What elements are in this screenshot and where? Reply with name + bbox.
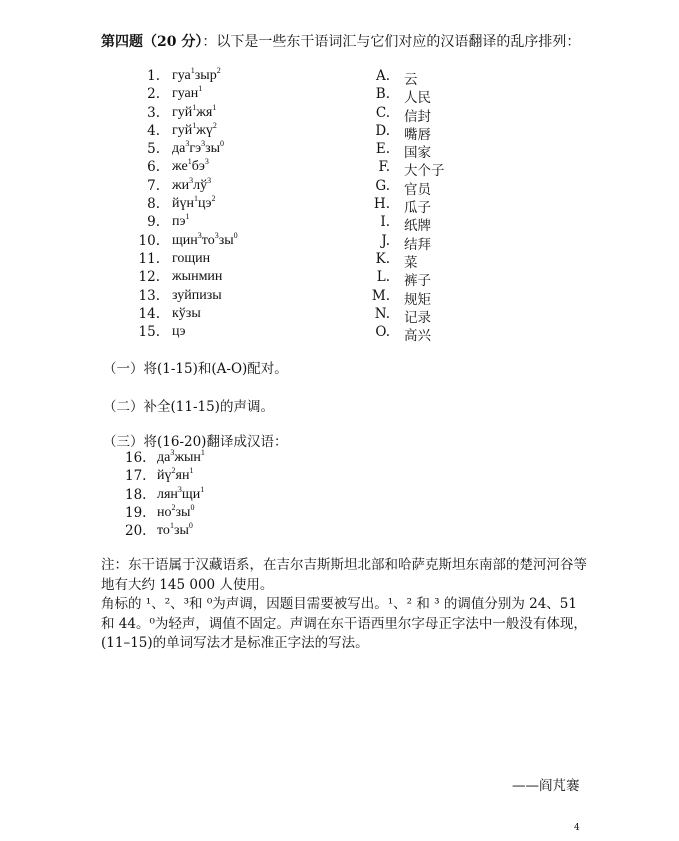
tone-mark: 3 — [189, 175, 194, 185]
dungan-word — [172, 269, 222, 285]
author-signature: ——阎芃褰 — [512, 778, 580, 794]
word-row — [0, 102, 679, 125]
option-letter: C. — [375, 104, 390, 121]
word-syllable: зыр — [194, 68, 217, 83]
word-number: 8. — [147, 196, 160, 213]
word-syllable: зы — [218, 232, 234, 248]
tone-mark: 3 — [204, 157, 209, 167]
chinese-translation: 人民 — [404, 90, 431, 107]
word-syllable: зы — [175, 504, 191, 520]
dungan-phrase — [157, 502, 195, 521]
dungan-word — [172, 324, 186, 340]
word-syllable: то — [157, 523, 170, 539]
tone-mark: 1 — [185, 212, 190, 222]
dungan-word — [172, 102, 217, 121]
word-syllable: цэ — [172, 324, 186, 340]
chinese-translation: 记录 — [404, 309, 431, 326]
word-row — [0, 251, 679, 269]
chinese-translation: 嘴唇 — [404, 126, 431, 143]
word-row — [0, 269, 679, 290]
translate-number: 17. — [125, 468, 147, 485]
translate-number: 18. — [125, 486, 147, 503]
question-2: （二）补全(11-15)的声调。 — [103, 399, 274, 415]
dungan-word — [172, 251, 210, 267]
tone-mark: 2 — [216, 66, 221, 75]
word-number: 7. — [147, 177, 160, 194]
word-list — [0, 66, 679, 345]
tone-mark: 1 — [193, 194, 198, 204]
chinese-translation: 高兴 — [404, 328, 431, 345]
tone-mark: 1 — [189, 466, 194, 476]
chinese-translation: 纸牌 — [404, 218, 431, 235]
note — [101, 556, 591, 654]
problem-title-bold: 第四题（20 分） — [101, 34, 203, 50]
tone-mark: 1 — [169, 521, 174, 531]
word-number: 14. — [138, 305, 160, 322]
option-letter: G. — [375, 177, 390, 194]
option-letter: L. — [376, 269, 390, 286]
word-syllable: то — [201, 232, 215, 248]
tone-mark: 3 — [170, 448, 175, 457]
tone-mark: 2 — [171, 502, 176, 512]
note-paragraph-2: 角标的 ¹、²、³和 ⁰为声调，因题目需要被写出。¹、² 和 ³ 的调值分别为 24、51 和 44。⁰为轻声，调值不固定。声调在东干语西里尔字母正字法中一般没有体现，(11–15)的单词写法才是标准正字法的写法。 — [101, 596, 587, 651]
tone-mark: 1 — [187, 157, 192, 167]
word-syllable: жын — [174, 450, 201, 465]
translate-number: 16. — [125, 450, 147, 466]
dungan-word — [172, 159, 209, 175]
tone-mark: 2 — [171, 466, 176, 476]
word-syllable: жи — [172, 177, 190, 193]
word-row — [0, 306, 679, 324]
tone-mark: 3 — [177, 484, 182, 494]
word-syllable: ян — [175, 468, 190, 484]
question-3: （三）将(16-20)翻译成汉语： — [103, 434, 288, 450]
translate-row — [0, 450, 679, 468]
dungan-phrase — [157, 450, 205, 466]
word-number: 15. — [138, 324, 160, 341]
word-syllable: жынмин — [172, 269, 223, 285]
word-syllable: кўзы — [172, 305, 201, 321]
word-syllable: гуй — [172, 122, 193, 138]
chinese-translation: 大个子 — [404, 163, 445, 180]
translate-number: 20. — [125, 523, 147, 540]
option-letter: M. — [371, 287, 390, 304]
dungan-word — [172, 120, 217, 139]
chinese-translation: 规矩 — [404, 291, 431, 308]
word-syllable: лян — [157, 486, 178, 502]
chinese-translation: 信封 — [404, 108, 431, 125]
dungan-phrase — [157, 468, 193, 484]
tone-mark: 3 — [185, 139, 190, 149]
word-syllable: гуан — [172, 86, 199, 102]
option-letter: H. — [373, 196, 390, 213]
word-syllable: лў — [193, 177, 208, 193]
word-syllable: жя — [196, 104, 213, 120]
dungan-word — [172, 68, 221, 84]
tone-mark: 2 — [211, 194, 216, 204]
dungan-phrase — [157, 523, 193, 539]
tone-mark: 0 — [188, 521, 193, 531]
chinese-translation: 菜 — [404, 254, 418, 271]
problem-title-text: ：以下是一些东干语词汇与它们对应的汉语翻译的乱序排列： — [202, 34, 581, 50]
word-syllable: йүн — [172, 196, 194, 212]
problem-title — [101, 31, 580, 51]
word-row — [0, 139, 679, 162]
word-row — [0, 68, 679, 86]
dungan-word — [172, 230, 238, 249]
option-letter: B. — [375, 86, 390, 103]
option-letter: K. — [375, 250, 390, 267]
word-row — [0, 120, 679, 143]
word-number: 9. — [147, 214, 160, 231]
note-paragraph-1: 注：东干语属于汉藏语系，在吉尔吉斯斯坦北部和哈萨克斯坦东南部的楚河河谷等地有大约 145 000 人使用。 — [101, 557, 587, 593]
word-number: 6. — [147, 159, 160, 176]
tone-mark: 0 — [220, 139, 225, 149]
page-number: 4 — [574, 823, 580, 833]
tone-mark: 1 — [192, 120, 197, 130]
word-number: 1. — [147, 68, 160, 84]
option-letter: F. — [378, 159, 390, 176]
word-syllable: зы — [205, 141, 221, 157]
tone-mark: 3 — [197, 230, 202, 240]
tone-mark: 3 — [207, 175, 212, 185]
translate-row — [0, 502, 679, 523]
word-row — [0, 194, 679, 217]
dungan-word — [172, 196, 216, 212]
word-number: 13. — [138, 287, 160, 304]
option-letter: O. — [375, 324, 390, 341]
translate-row — [0, 523, 679, 541]
question-1: （一）将(1-15)和(A-O)配对。 — [103, 361, 288, 377]
word-number: 4. — [147, 122, 160, 139]
word-syllable: зуйпизы — [172, 287, 222, 303]
dungan-word — [172, 141, 224, 157]
word-syllable: йү — [157, 468, 172, 484]
word-row — [0, 230, 679, 253]
word-syllable: гуа — [172, 68, 191, 83]
chinese-translation: 裤子 — [404, 273, 431, 290]
word-syllable: но — [157, 504, 172, 520]
word-syllable: зы — [173, 523, 189, 539]
word-row — [0, 212, 679, 235]
translate-list — [0, 450, 679, 541]
tone-mark: 1 — [198, 84, 203, 94]
word-syllable: щи — [181, 486, 201, 502]
word-number: 2. — [147, 86, 160, 103]
word-syllable: гэ — [189, 141, 202, 157]
dungan-phrase — [157, 484, 205, 503]
translate-row — [0, 484, 679, 505]
option-letter: E. — [375, 141, 390, 158]
tone-mark: 0 — [190, 502, 195, 512]
word-syllable: цэ — [197, 196, 212, 212]
word-syllable: гуй — [172, 104, 193, 120]
word-syllable: да — [157, 450, 171, 465]
dungan-word — [172, 86, 202, 102]
tone-mark: 3 — [214, 230, 219, 240]
word-syllable: жү — [196, 122, 213, 138]
tone-mark: 1 — [200, 448, 205, 457]
option-letter: J. — [381, 232, 390, 249]
word-row — [0, 157, 679, 180]
word-syllable: щин — [172, 232, 198, 248]
word-row — [0, 324, 679, 345]
option-letter: I. — [380, 214, 390, 231]
word-syllable: же — [172, 159, 188, 175]
tone-mark: 1 — [212, 102, 217, 112]
option-letter: A. — [375, 68, 390, 84]
word-number: 12. — [138, 269, 160, 286]
chinese-translation: 官员 — [404, 181, 431, 198]
word-number: 5. — [147, 141, 160, 158]
translate-row — [0, 468, 679, 486]
tone-mark: 0 — [233, 230, 238, 240]
word-number: 11. — [138, 250, 160, 267]
dungan-word — [172, 175, 212, 194]
dungan-word — [172, 306, 201, 322]
option-letter: D. — [375, 122, 390, 139]
tone-mark: 3 — [201, 139, 206, 149]
dungan-word — [172, 288, 222, 304]
word-row — [0, 175, 679, 198]
option-letter: N. — [374, 305, 390, 322]
translate-number: 19. — [125, 504, 147, 521]
word-row — [0, 288, 679, 306]
word-syllable: да — [172, 141, 186, 157]
word-number: 10. — [138, 232, 160, 249]
chinese-translation: 瓜子 — [404, 200, 431, 217]
dungan-word — [172, 214, 190, 230]
word-syllable: пэ — [172, 214, 186, 230]
chinese-translation: 国家 — [404, 145, 431, 162]
tone-mark: 1 — [192, 102, 197, 112]
word-row — [0, 84, 679, 107]
chinese-translation: 云 — [404, 72, 418, 88]
tone-mark: 2 — [212, 120, 217, 130]
word-syllable: бэ — [191, 159, 205, 175]
word-number: 3. — [147, 104, 160, 121]
chinese-translation: 结拜 — [404, 236, 431, 253]
word-syllable: гощин — [172, 250, 211, 266]
tone-mark: 1 — [200, 484, 205, 494]
tone-mark: 1 — [190, 66, 195, 75]
